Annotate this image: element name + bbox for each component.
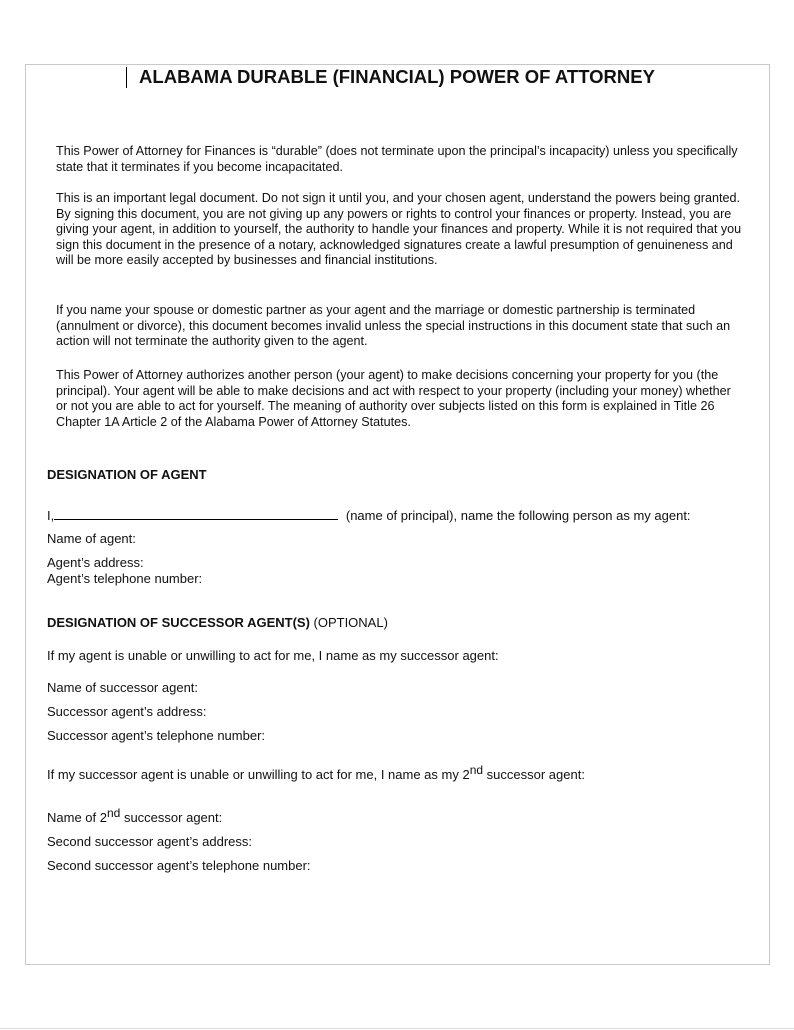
successor-name-label: Name of successor agent: bbox=[47, 680, 199, 695]
second-successor-intro bbox=[47, 763, 585, 783]
successor-phone-label: Successor agent’s telephone number: bbox=[47, 728, 266, 743]
second-successor-name-tail: successor agent: bbox=[120, 810, 223, 825]
document-title: ALABAMA DURABLE (FINANCIAL) POWER OF ATTORNEY bbox=[139, 66, 655, 87]
agent-address-label: Agent’s address: bbox=[47, 555, 144, 570]
ordinal-suffix: nd bbox=[469, 763, 484, 777]
second-successor-intro-tail: successor agent: bbox=[483, 767, 585, 782]
intro-paragraph-authority: This Power of Attorney authorizes another person (your agent) to make decisions concerning your property for you (the principal). Your agent will be able to make decisions and act with respect to your property (including your money) whether or not you are able to act for yourself. The meaning of authority over subjects listed on this form is explained in Title 26 Chapter 1A Article 2 of the Alabama Power of Attorney Statutes. bbox=[56, 368, 731, 429]
ordinal-suffix: nd bbox=[106, 806, 121, 820]
principal-suffix: (name of principal), name the following person as my agent: bbox=[345, 508, 691, 523]
designation-of-successor-heading: DESIGNATION OF SUCCESSOR AGENT(S) bbox=[47, 615, 310, 630]
second-successor-intro-text: If my successor agent is unable or unwilling to act for me, I name as my 2 bbox=[47, 767, 470, 782]
successor-address-label: Successor agent’s address: bbox=[47, 704, 207, 719]
principal-prefix: I, bbox=[47, 508, 55, 523]
intro-paragraph-durable: This Power of Attorney for Finances is “durable” (does not terminate upon the principal’s incapacity) unless you specifically state that it terminates if you become incapacitated. bbox=[56, 144, 738, 174]
intro-paragraph-legal-notice: This is an important legal document. Do not sign it until you, and your chosen agent, understand the powers being granted. By signing this document, you are not giving up any powers or rights to control your finances or property. Instead, you are giving your agent, in addition to yourself, the authority to handle your finances and property. While it is not required that you sign this document in the presence of a notary, acknowledged signatures create a lawful presumption of genuineness and will be more easily accepted by businesses and financial institutions. bbox=[56, 191, 742, 267]
agent-name-label: Name of agent: bbox=[47, 531, 136, 546]
second-successor-address-label: Second successor agent’s address: bbox=[47, 834, 252, 849]
principal-line bbox=[47, 507, 691, 524]
bottom-divider bbox=[0, 1028, 794, 1029]
text-cursor bbox=[126, 67, 127, 88]
optional-note: (OPTIONAL) bbox=[309, 615, 388, 630]
agent-phone-label: Agent’s telephone number: bbox=[47, 571, 203, 586]
principal-name-field[interactable] bbox=[54, 507, 338, 520]
second-successor-name-text: Name of 2 bbox=[47, 810, 107, 825]
designation-of-agent-heading: DESIGNATION OF AGENT bbox=[47, 467, 207, 482]
designation-of-successor-heading-line bbox=[47, 615, 388, 631]
intro-paragraph-spouse: If you name your spouse or domestic partner as your agent and the marriage or domestic partnership is terminated (annulment or divorce), this document becomes invalid unless the special instructions in this document state that such an action will not terminate the authority given to the agent. bbox=[56, 303, 731, 348]
second-successor-name-label bbox=[47, 806, 223, 826]
second-successor-phone-label: Second successor agent’s telephone number: bbox=[47, 858, 311, 873]
successor-intro: If my agent is unable or unwilling to act for me, I name as my successor agent: bbox=[47, 648, 499, 663]
